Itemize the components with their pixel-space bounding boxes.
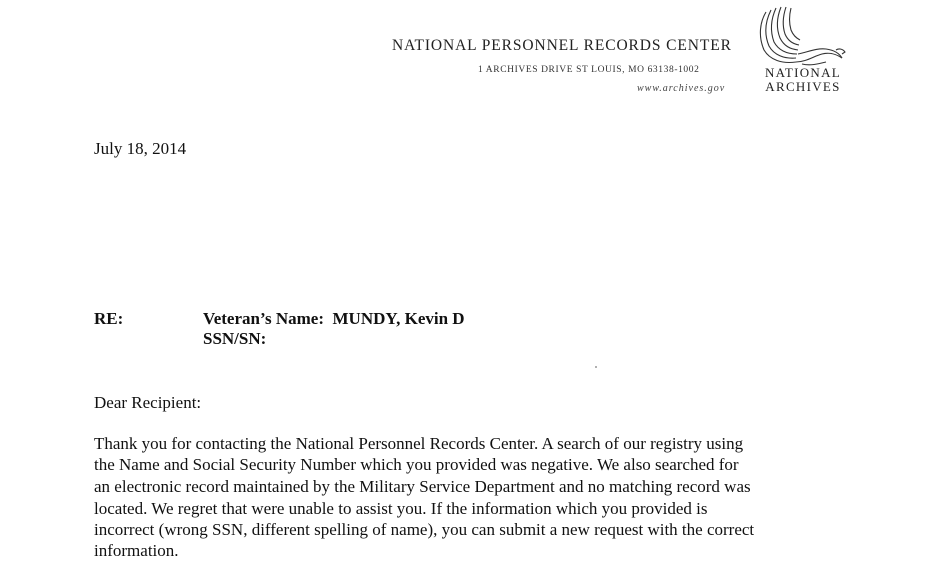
letter-date: July 18, 2014 — [94, 139, 187, 158]
letterhead-website: www.archives.gov — [637, 83, 726, 94]
veteran-name-line — [203, 309, 465, 329]
ssn-label: SSN/SN: — [203, 329, 267, 348]
body-line: information. — [94, 541, 179, 560]
body-line: Thank you for contacting the National Personnel Records Center. A search of our registry using — [94, 434, 744, 453]
body-line: incorrect (wrong SSN, different spelling of name), you can submit a new request with the correct — [94, 520, 755, 539]
logo-wordmark-line1: NATIONAL — [764, 65, 842, 80]
letterhead-title: NATIONAL PERSONNEL RECORDS CENTER — [392, 37, 732, 54]
scan-speck — [595, 366, 597, 368]
salutation: Dear Recipient: — [94, 393, 202, 412]
body-line: located. We regret that were unable to assist you. If the information which you provided is — [94, 499, 708, 518]
logo-wordmark-line2: ARCHIVES — [765, 79, 841, 94]
letterhead-address: 1 ARCHIVES DRIVE ST LOUIS, MO 63138-1002 — [478, 65, 700, 75]
body-line: the Name and Social Security Number which you provided was negative. We also searched for — [94, 455, 739, 474]
veteran-name-value: MUNDY, Kevin D — [332, 309, 465, 328]
veteran-name-label: Veteran’s Name: — [203, 309, 325, 328]
re-label: RE: — [94, 309, 124, 328]
body-line: an electronic record maintained by the Military Service Department and no matching record was — [94, 477, 751, 496]
logo-wordmark — [759, 66, 847, 94]
